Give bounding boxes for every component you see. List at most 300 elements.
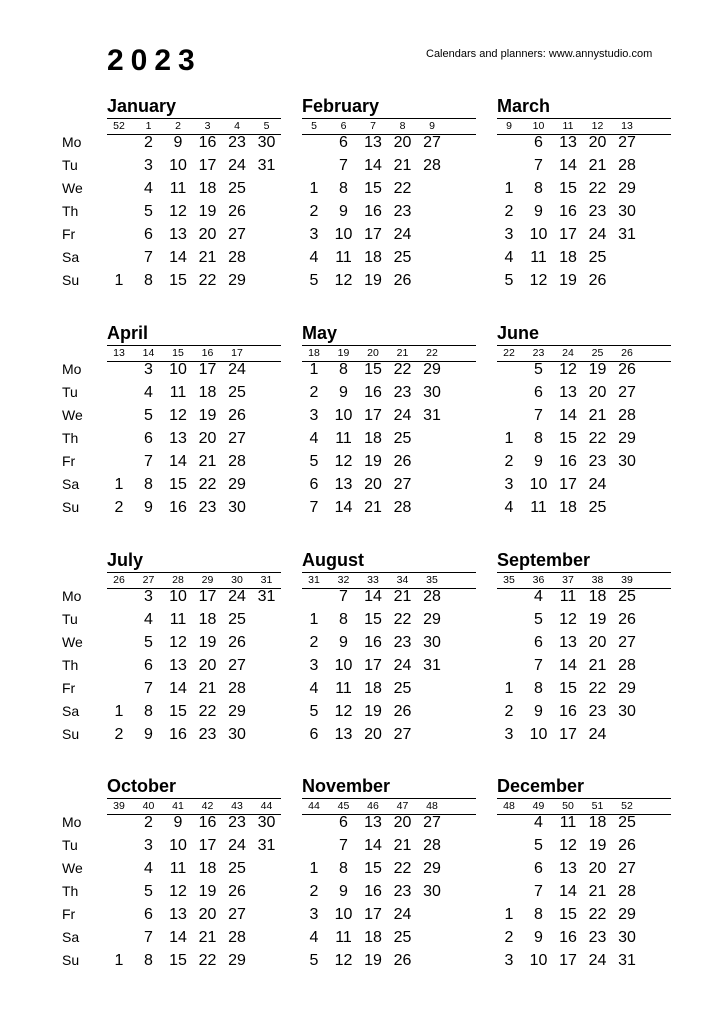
day-cell: 6 <box>534 860 543 877</box>
week-number: 30 <box>231 574 243 586</box>
day-cell: 13 <box>169 226 187 243</box>
day-cell: 10 <box>169 588 187 605</box>
day-cell: 13 <box>334 726 353 743</box>
day-cell: 1 <box>309 361 319 378</box>
day-cell: 8 <box>339 361 348 378</box>
day-cell <box>104 857 134 880</box>
day-cell: 16 <box>559 203 577 220</box>
day-cell: 19 <box>588 837 607 854</box>
day-cell: 15 <box>364 860 382 877</box>
day-cell: 22 <box>198 703 217 720</box>
day-cell: 26 <box>618 837 636 854</box>
day-cell: 16 <box>364 634 382 651</box>
day-cell: 17 <box>198 361 217 378</box>
day-cell: 4 <box>534 588 543 605</box>
weekday-label: Sa <box>62 476 80 492</box>
day-cell <box>612 473 642 496</box>
day-cell: 22 <box>393 180 412 197</box>
day-cell: 4 <box>309 929 319 946</box>
day-cell: 21 <box>198 249 217 266</box>
day-cell: 5 <box>309 272 319 289</box>
day-cell <box>252 177 282 200</box>
day-cell: 15 <box>169 476 187 493</box>
week-number: 36 <box>532 574 545 586</box>
month-name: January <box>107 96 177 116</box>
day-cell: 2 <box>504 929 514 946</box>
day-cell: 22 <box>198 476 217 493</box>
day-cell: 5 <box>144 883 153 900</box>
day-cell <box>252 246 282 269</box>
week-number: 52 <box>621 800 633 812</box>
day-cell: 13 <box>364 814 382 831</box>
day-cell: 21 <box>198 929 217 946</box>
day-cell: 28 <box>423 157 441 174</box>
day-cell <box>104 246 134 269</box>
day-cell: 7 <box>534 407 543 424</box>
day-cell: 4 <box>309 249 319 266</box>
day-cell: 21 <box>198 680 217 697</box>
week-number: 9 <box>429 120 435 132</box>
day-cell: 5 <box>504 272 514 289</box>
day-cell: 9 <box>173 134 183 151</box>
day-cell: 27 <box>618 860 636 877</box>
day-cell: 12 <box>559 837 577 854</box>
weekday-label: Sa <box>62 703 80 719</box>
day-cell: 11 <box>335 430 352 447</box>
day-cell <box>417 200 447 223</box>
week-number: 28 <box>172 574 184 586</box>
day-cell <box>252 654 282 677</box>
month-name: October <box>107 776 177 796</box>
day-cell: 13 <box>559 634 577 651</box>
day-cell: 29 <box>228 703 246 720</box>
day-cell: 24 <box>228 588 246 605</box>
day-cell: 14 <box>559 157 577 174</box>
day-cell <box>104 154 134 177</box>
week-number: 13 <box>621 120 633 132</box>
day-cell: 7 <box>534 157 543 174</box>
day-cell: 17 <box>364 657 382 674</box>
weekday-label: Mo <box>62 814 82 830</box>
day-cell: 8 <box>339 180 348 197</box>
day-cell: 1 <box>114 476 124 493</box>
day-cell: 19 <box>198 634 217 651</box>
day-cell: 15 <box>169 703 187 720</box>
day-cell: 27 <box>228 657 246 674</box>
day-cell: 24 <box>228 157 246 174</box>
day-cell: 3 <box>504 476 514 493</box>
day-cell: 21 <box>588 657 607 674</box>
day-cell: 28 <box>618 157 636 174</box>
weekday-label: Mo <box>62 361 82 377</box>
day-cell: 29 <box>423 361 441 378</box>
day-cell: 14 <box>169 929 187 946</box>
day-cell <box>494 131 524 154</box>
day-cell <box>417 177 447 200</box>
day-cell: 24 <box>588 726 607 743</box>
day-cell: 25 <box>393 249 412 266</box>
day-cell: 27 <box>228 430 246 447</box>
day-cell: 20 <box>198 657 217 674</box>
day-cell: 26 <box>618 611 636 628</box>
day-cell: 19 <box>588 611 607 628</box>
day-cell: 23 <box>588 929 607 946</box>
day-cell: 27 <box>618 634 636 651</box>
day-cell: 10 <box>169 837 187 854</box>
day-cell: 16 <box>198 814 217 831</box>
day-cell: 9 <box>144 726 153 743</box>
day-cell: 12 <box>529 272 548 289</box>
day-cell: 17 <box>364 226 382 243</box>
month-name: November <box>302 776 391 796</box>
day-cell: 8 <box>144 272 153 289</box>
weekday-label: Mo <box>62 588 82 604</box>
day-cell: 25 <box>618 814 636 831</box>
week-number: 17 <box>231 347 243 359</box>
day-cell <box>299 834 329 857</box>
day-cell <box>252 200 282 223</box>
day-cell: 5 <box>534 361 543 378</box>
day-cell: 30 <box>618 453 636 470</box>
day-cell: 20 <box>364 726 382 743</box>
day-cell: 28 <box>393 499 412 516</box>
day-cell <box>494 381 524 404</box>
week-number: 49 <box>532 800 545 812</box>
day-cell: 15 <box>559 680 577 697</box>
day-cell: 20 <box>393 814 412 831</box>
day-cell: 3 <box>504 226 514 243</box>
day-cell: 1 <box>504 180 514 197</box>
day-cell: 23 <box>393 883 412 900</box>
day-cell: 25 <box>588 249 607 266</box>
week-number: 31 <box>308 574 320 586</box>
day-cell: 31 <box>618 226 636 243</box>
week-number: 2 <box>175 120 181 132</box>
week-number: 25 <box>591 347 604 359</box>
day-cell <box>417 496 447 519</box>
day-cell: 13 <box>559 384 577 401</box>
day-cell: 21 <box>364 499 382 516</box>
week-number: 24 <box>562 347 574 359</box>
weekday-label: Su <box>62 499 80 515</box>
day-cell: 3 <box>309 906 319 923</box>
day-cell: 29 <box>618 430 636 447</box>
day-cell: 20 <box>198 906 217 923</box>
day-cell: 10 <box>529 726 548 743</box>
divider <box>107 118 281 119</box>
day-cell: 12 <box>334 952 353 969</box>
day-cell: 2 <box>309 384 319 401</box>
day-cell: 12 <box>169 634 187 651</box>
day-cell: 17 <box>559 952 577 969</box>
month-name: March <box>497 96 551 116</box>
day-cell: 2 <box>504 703 514 720</box>
day-cell <box>417 427 447 450</box>
day-cell: 12 <box>334 272 353 289</box>
day-cell: 22 <box>588 180 607 197</box>
divider <box>302 798 476 799</box>
day-cell: 15 <box>364 611 382 628</box>
day-cell <box>494 857 524 880</box>
day-cell <box>252 723 282 746</box>
day-cell: 30 <box>257 134 276 151</box>
day-cell: 5 <box>534 611 543 628</box>
day-cell <box>494 585 524 608</box>
day-cell: 21 <box>393 837 412 854</box>
day-cell: 16 <box>364 384 382 401</box>
day-cell <box>494 654 524 677</box>
day-cell: 30 <box>228 499 246 516</box>
day-cell: 25 <box>228 384 246 401</box>
day-cell: 14 <box>364 837 382 854</box>
week-number: 6 <box>340 120 347 132</box>
day-cell: 9 <box>339 384 348 401</box>
month-name: May <box>302 323 338 343</box>
day-cell <box>104 654 134 677</box>
day-cell: 5 <box>309 703 319 720</box>
week-number: 39 <box>113 800 125 812</box>
day-cell: 22 <box>198 952 217 969</box>
week-number: 41 <box>172 800 184 812</box>
day-cell: 22 <box>393 860 412 877</box>
day-cell: 8 <box>534 680 543 697</box>
day-cell: 30 <box>423 883 441 900</box>
day-cell <box>252 880 282 903</box>
day-cell: 15 <box>169 952 187 969</box>
day-cell: 21 <box>588 157 607 174</box>
day-cell: 11 <box>335 680 352 697</box>
day-cell: 29 <box>228 952 246 969</box>
day-cell: 2 <box>114 726 124 743</box>
day-cell <box>612 246 642 269</box>
day-cell: 10 <box>169 157 187 174</box>
day-cell: 2 <box>504 203 514 220</box>
day-cell: 27 <box>228 226 246 243</box>
day-cell: 1 <box>114 703 124 720</box>
day-cell: 6 <box>534 634 543 651</box>
day-cell: 11 <box>169 860 187 877</box>
day-cell: 5 <box>144 407 153 424</box>
day-cell: 3 <box>504 952 514 969</box>
day-cell: 20 <box>588 860 607 877</box>
day-cell <box>252 223 282 246</box>
day-cell: 30 <box>618 929 636 946</box>
day-cell: 21 <box>588 407 607 424</box>
week-number: 43 <box>231 800 243 812</box>
month-name: August <box>302 550 364 570</box>
day-cell: 26 <box>228 634 246 651</box>
week-number: 9 <box>506 120 512 132</box>
day-cell <box>104 834 134 857</box>
day-cell <box>252 677 282 700</box>
day-cell: 1 <box>504 430 514 447</box>
week-number: 26 <box>621 347 633 359</box>
day-cell: 14 <box>559 657 577 674</box>
divider <box>302 118 476 119</box>
day-cell: 7 <box>339 588 348 605</box>
day-cell: 7 <box>534 883 543 900</box>
day-cell: 18 <box>198 611 217 628</box>
day-cell: 1 <box>309 180 319 197</box>
day-cell: 25 <box>588 499 607 516</box>
day-cell <box>252 903 282 926</box>
day-cell: 20 <box>198 430 217 447</box>
day-cell <box>417 677 447 700</box>
day-cell: 25 <box>393 680 412 697</box>
day-cell: 18 <box>364 929 382 946</box>
week-number: 35 <box>503 574 515 586</box>
day-cell <box>104 200 134 223</box>
day-cell: 23 <box>393 203 412 220</box>
month-name: June <box>497 323 540 343</box>
day-cell: 15 <box>169 272 187 289</box>
day-cell: 29 <box>423 611 441 628</box>
day-cell: 28 <box>618 883 636 900</box>
day-cell: 17 <box>364 906 382 923</box>
day-cell: 23 <box>393 384 412 401</box>
day-cell <box>494 811 524 834</box>
day-cell <box>417 246 447 269</box>
divider <box>302 345 476 346</box>
week-number: 45 <box>337 800 350 812</box>
day-cell: 14 <box>559 407 577 424</box>
day-cell: 16 <box>364 883 382 900</box>
weekday-label: Fr <box>62 680 76 696</box>
day-cell: 1 <box>114 952 124 969</box>
day-cell: 17 <box>198 837 217 854</box>
day-cell: 16 <box>364 203 382 220</box>
day-cell: 26 <box>588 272 607 289</box>
day-cell: 17 <box>198 157 217 174</box>
weekday-label: We <box>62 634 83 650</box>
day-cell: 24 <box>228 361 246 378</box>
day-cell: 9 <box>534 203 543 220</box>
week-number: 29 <box>201 574 214 586</box>
divider <box>107 345 281 346</box>
day-cell: 5 <box>309 453 319 470</box>
day-cell: 15 <box>364 361 382 378</box>
weekday-label: Tu <box>62 837 78 853</box>
day-cell: 14 <box>169 249 187 266</box>
day-cell: 23 <box>228 814 246 831</box>
day-cell: 26 <box>228 407 246 424</box>
week-number: 48 <box>503 800 515 812</box>
day-cell: 20 <box>588 634 607 651</box>
day-cell: 25 <box>393 929 412 946</box>
week-number: 18 <box>308 347 320 359</box>
day-cell: 30 <box>618 203 636 220</box>
weekday-label: Th <box>62 657 79 673</box>
day-cell: 9 <box>534 929 543 946</box>
day-cell: 1 <box>114 272 124 289</box>
week-number: 4 <box>234 120 240 132</box>
day-cell: 17 <box>559 226 577 243</box>
week-number: 50 <box>562 800 574 812</box>
day-cell: 31 <box>618 952 636 969</box>
week-number: 38 <box>591 574 604 586</box>
day-cell: 26 <box>618 361 636 378</box>
day-cell: 25 <box>393 430 412 447</box>
day-cell <box>104 358 134 381</box>
week-number: 20 <box>367 347 379 359</box>
day-cell: 6 <box>534 134 543 151</box>
week-number: 3 <box>204 120 211 132</box>
day-cell: 29 <box>618 906 636 923</box>
day-cell: 6 <box>309 476 319 493</box>
week-number: 35 <box>426 574 438 586</box>
day-cell: 27 <box>228 906 246 923</box>
day-cell: 30 <box>618 703 636 720</box>
week-number: 40 <box>142 800 155 812</box>
week-number: 23 <box>532 347 545 359</box>
day-cell: 11 <box>169 180 187 197</box>
day-cell: 30 <box>257 814 276 831</box>
day-cell <box>252 700 282 723</box>
day-cell: 3 <box>309 226 319 243</box>
week-number: 39 <box>621 574 633 586</box>
day-cell: 29 <box>618 680 636 697</box>
day-cell: 2 <box>144 814 153 831</box>
day-cell: 12 <box>559 611 577 628</box>
week-number: 26 <box>113 574 125 586</box>
day-cell: 18 <box>559 499 577 516</box>
day-cell: 5 <box>309 952 319 969</box>
day-cell <box>104 926 134 949</box>
day-cell: 31 <box>257 837 276 854</box>
day-cell: 8 <box>144 703 153 720</box>
day-cell: 21 <box>588 883 607 900</box>
weekday-label: Mo <box>62 134 82 150</box>
day-cell: 22 <box>198 272 217 289</box>
day-cell: 14 <box>169 453 187 470</box>
day-cell: 4 <box>504 249 514 266</box>
day-cell: 22 <box>588 906 607 923</box>
day-cell: 23 <box>588 703 607 720</box>
day-cell: 15 <box>559 180 577 197</box>
month-name: September <box>497 550 591 570</box>
weekday-label: Th <box>62 203 79 219</box>
week-number: 46 <box>367 800 379 812</box>
day-cell: 22 <box>588 680 607 697</box>
day-cell: 28 <box>423 837 441 854</box>
divider <box>497 798 671 799</box>
week-number: 21 <box>396 347 409 359</box>
weekday-label: Tu <box>62 384 78 400</box>
day-cell: 16 <box>559 929 577 946</box>
day-cell: 22 <box>393 361 412 378</box>
day-cell: 16 <box>559 703 577 720</box>
day-cell: 4 <box>144 384 153 401</box>
day-cell: 2 <box>309 883 319 900</box>
day-cell: 27 <box>618 134 636 151</box>
day-cell: 12 <box>169 883 187 900</box>
day-cell: 28 <box>228 680 246 697</box>
day-cell: 19 <box>364 453 382 470</box>
day-cell <box>104 585 134 608</box>
day-cell: 20 <box>393 134 412 151</box>
day-cell: 10 <box>334 657 353 674</box>
day-cell: 2 <box>504 453 514 470</box>
day-cell: 4 <box>144 860 153 877</box>
day-cell: 13 <box>559 134 577 151</box>
day-cell: 10 <box>529 476 548 493</box>
day-cell: 19 <box>364 703 382 720</box>
day-cell: 23 <box>198 726 217 743</box>
day-cell: 24 <box>393 226 412 243</box>
year-title: 2023 <box>107 44 202 77</box>
month-name: July <box>107 550 144 570</box>
weekday-label: Fr <box>62 906 76 922</box>
